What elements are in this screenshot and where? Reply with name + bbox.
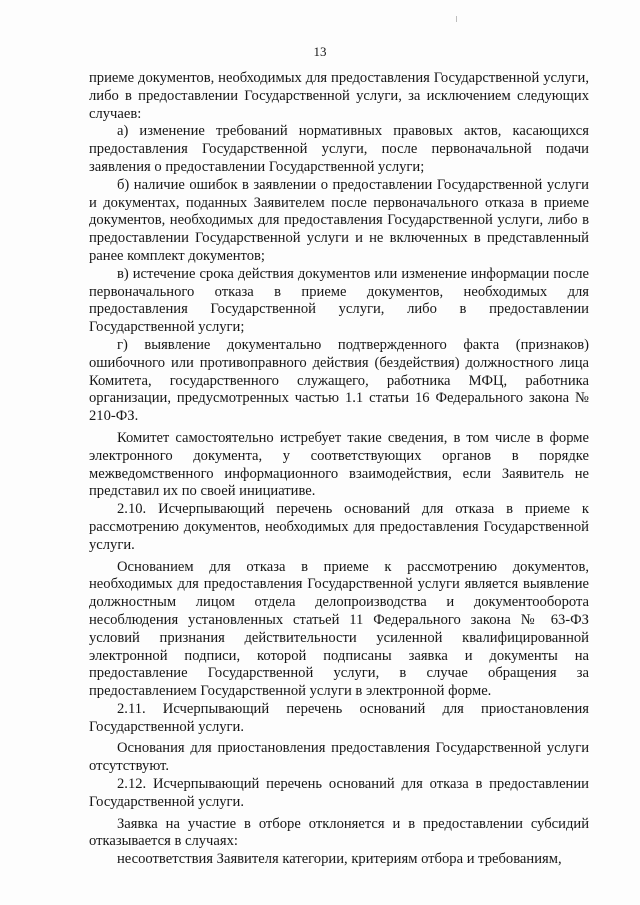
paragraph-section-2-12: 2.12. Исчерпывающий перечень оснований для отказа в предоставлении Государственной услуги.: [89, 776, 589, 810]
paragraph-section-2-11: 2.11. Исчерпывающий перечень оснований для приостановления Государственной услуги.: [89, 700, 589, 735]
scan-mark: [456, 16, 457, 22]
paragraph-section-2-10: 2.10. Исчерпывающий перечень оснований для отказа в приеме к рассмотрению документов, необходимых для предоставления Государственной услуги.: [89, 501, 589, 553]
paragraph-item-v: в) истечение срока действия документов или изменение информации после первоначального отказа в приеме документов, необходимых для предоставления Государственной услуги, либо в предоставлении Государственной услуги;: [89, 265, 589, 336]
paragraph-item-b: б) наличие ошибок в заявлении о предоставлении Государственной услуги и документах, поданных Заявителем после первоначального отказа в приеме документов, необходимых для предоставления Государственной услуги, либо в предоставлении Государственной услуги и не включенных в представленный ранее комплект документов;: [89, 176, 589, 264]
paragraph-item-g: г) выявление документально подтвержденного факта (признаков) ошибочного или противоправного действия (бездействия) должностного лица Комитета, государственного служащего, работника МФЦ, работника организации, предусмотренных частью 1.1 статьи 16 Федерального закона № 210-ФЗ.: [89, 336, 589, 425]
paragraph-application-rejected: Заявка на участие в отборе отклоняется и в предоставлении субсидий отказывается в случаях:: [89, 815, 589, 850]
paragraph-continuation: приеме документов, необходимых для предоставления Государственной услуги, либо в предоставлении Государственной услуги, за исключением следующих случаев:: [89, 70, 589, 122]
paragraph-suspension-none: Основания для приостановления предоставления Государственной услуги отсутствуют.: [89, 740, 589, 775]
paragraph-nonconformity: несоответствия Заявителя категории, критериям отбора и требованиям,: [117, 851, 562, 868]
paragraph-item-a: а) изменение требований нормативных правовых актов, касающихся предоставления Государственной услуги, после первоначальной подачи заявления о предоставлении Государственной услуги;: [89, 123, 589, 175]
body-text: [89, 70, 589, 869]
paragraph-refusal-grounds: Основанием для отказа в приеме к рассмотрению документов, необходимых для предоставления Государственной услуги является выявление должностным лицом отдела делопроизводства и документооборота несоблюдения установленных статьей 11 Федерального закона № 63-ФЗ условий признания действительности усиленной квалифицированной электронной подписи, которой подписаны заявка и документы на предоставление Государственной услуги, в случае обращения за предоставлением Государственной услуги в электронной форме.: [89, 558, 589, 700]
paragraph-committee: Комитет самостоятельно истребует такие сведения, в том числе в форме электронного документа, у соответствующих органов в порядке межведомственного информационного взаимодействия, если Заявитель не представил их по своей инициативе.: [89, 429, 589, 500]
page-number: 13: [313, 44, 327, 59]
